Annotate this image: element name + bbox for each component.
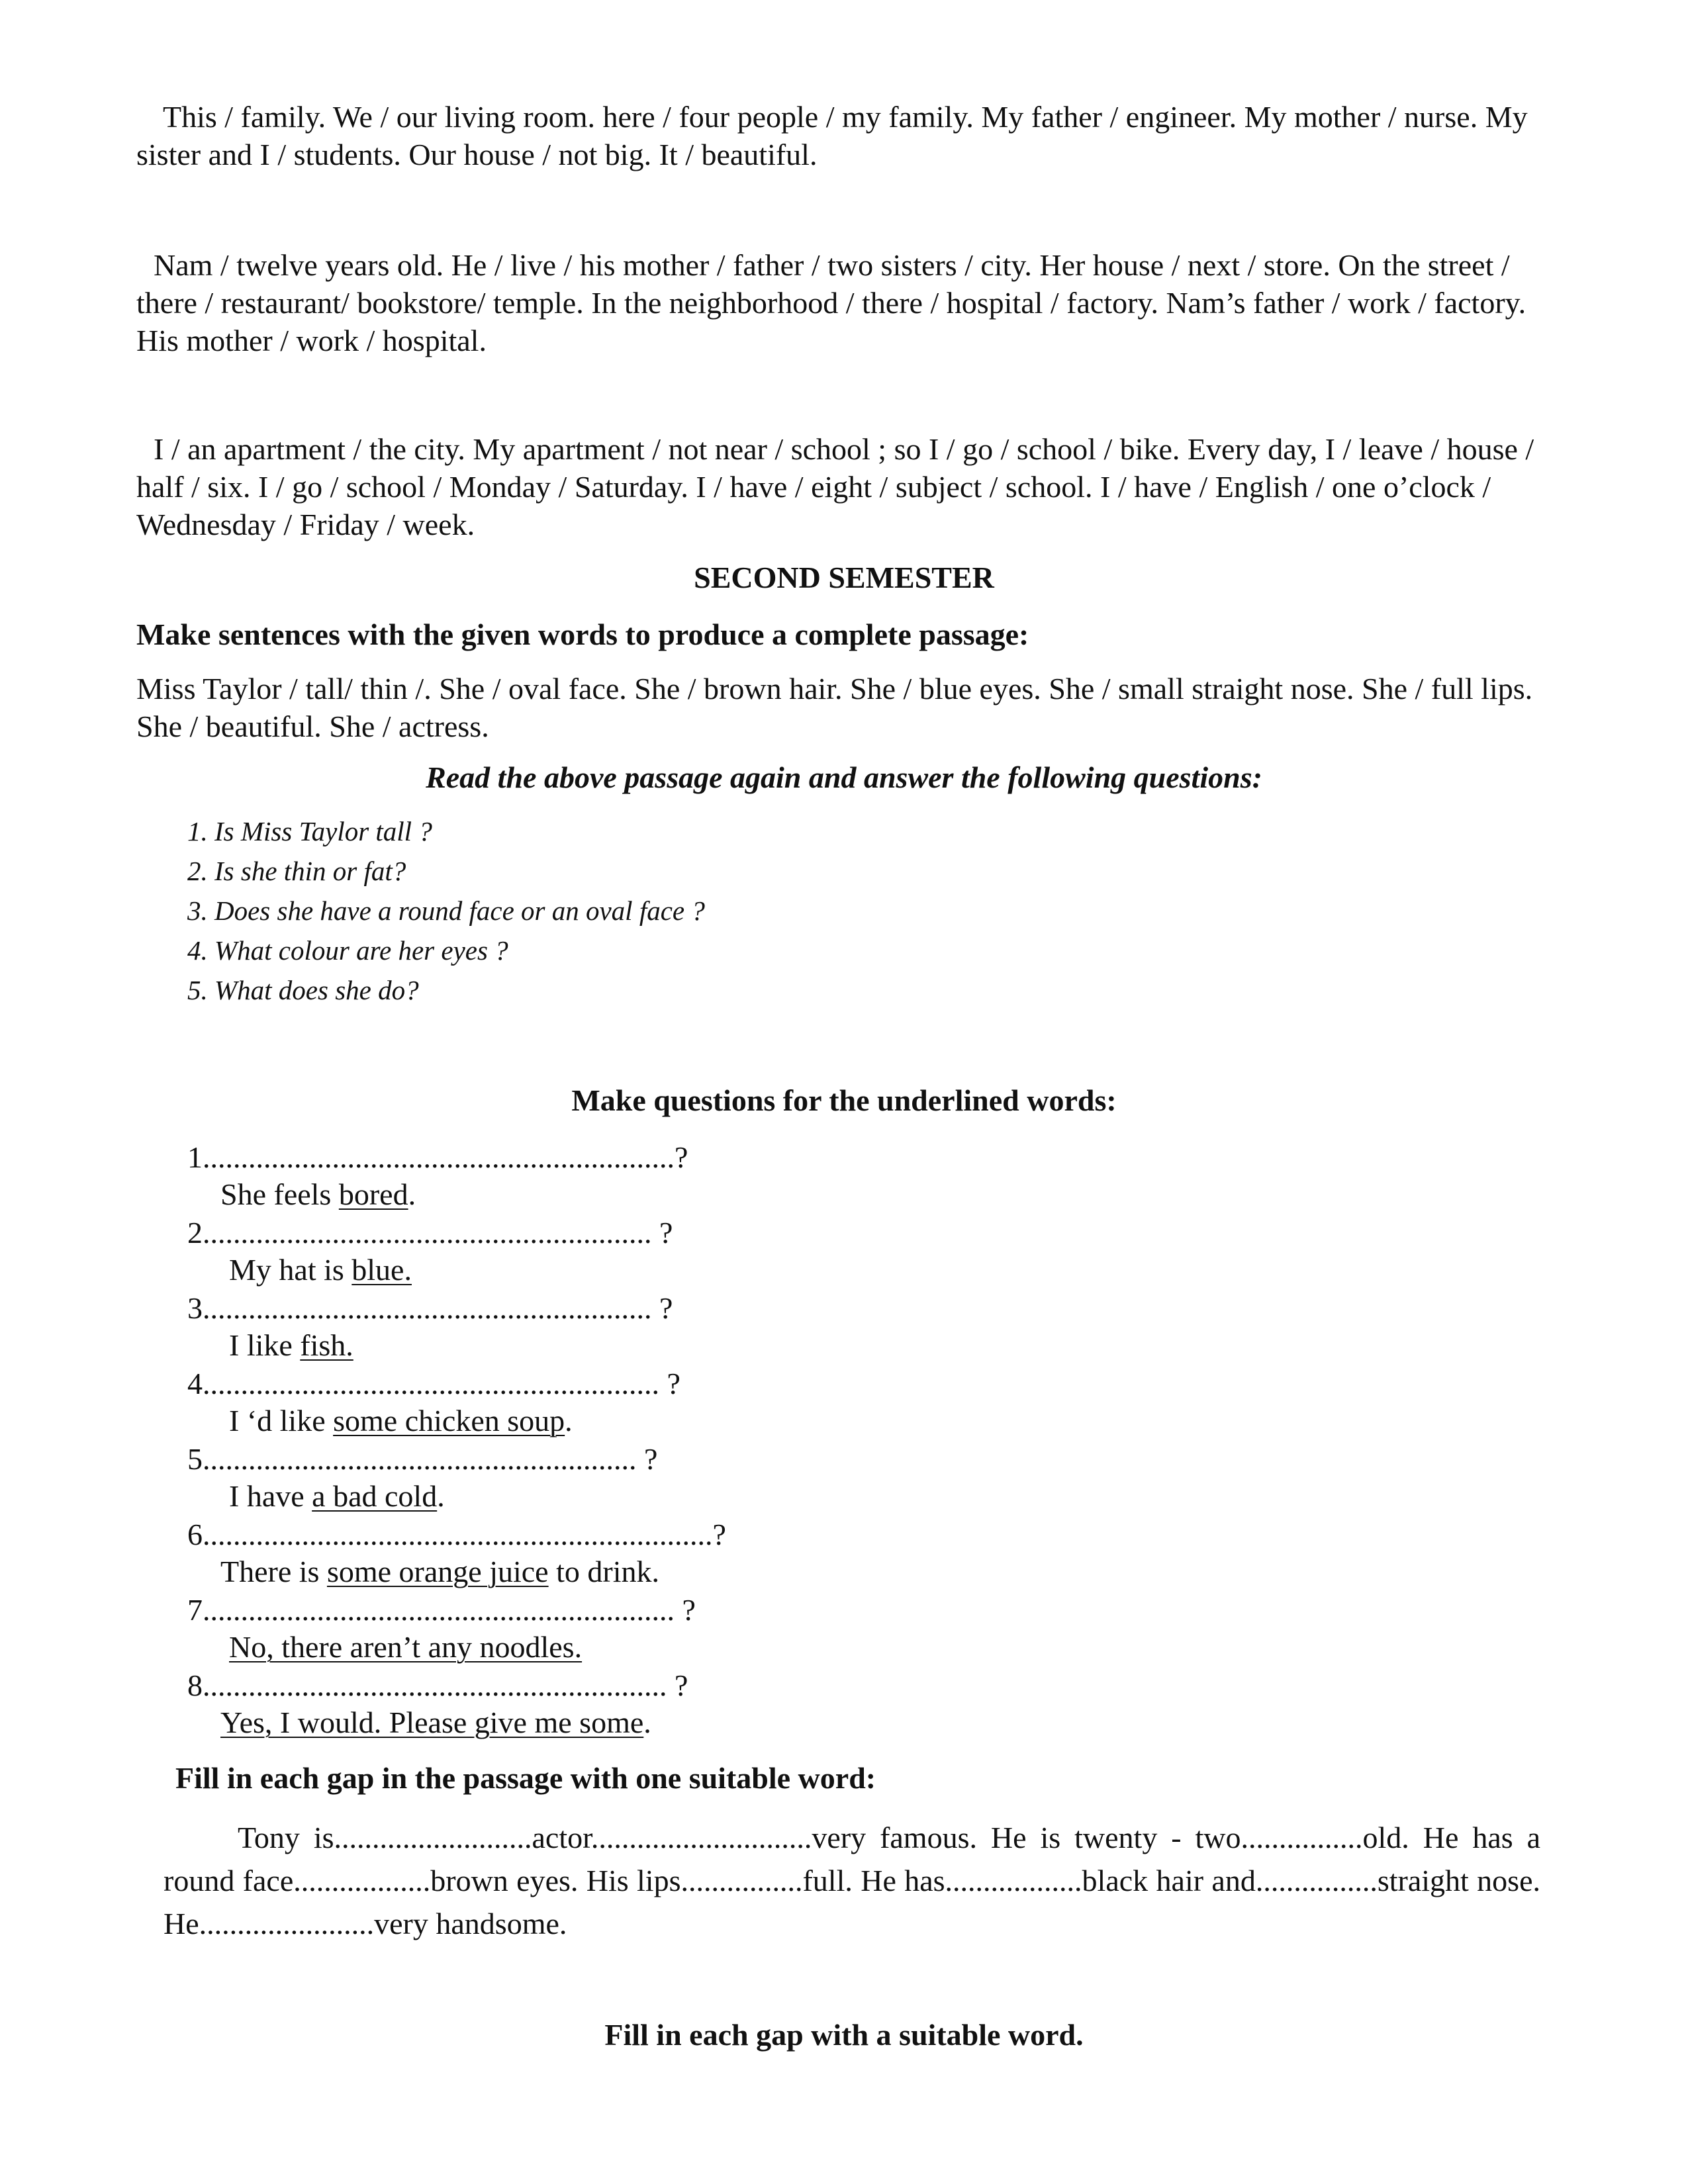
mq-answer-3: I like fish. xyxy=(229,1328,353,1362)
mq-prompt-5: 5......................................................... ? xyxy=(187,1442,658,1476)
underlined-word: blue. xyxy=(352,1253,412,1287)
underlined-word: bored xyxy=(338,1177,408,1211)
make-sentences-heading: Make sentences with the given words to produce a complete passage: xyxy=(136,617,1029,651)
mq-answer-6: There is some orange juice to drink. xyxy=(220,1555,659,1588)
underlined-word: fish. xyxy=(300,1328,353,1362)
question-1: 1. Is Miss Taylor tall ? xyxy=(187,816,432,846)
underlined-word: a bad cold xyxy=(312,1479,438,1513)
make-questions-heading: Make questions for the underlined words: xyxy=(571,1083,1117,1117)
mq-prompt-7: 7.............................................................. ? xyxy=(187,1593,696,1627)
fill-gap-passage: Tony is..........................actor.............................very famous. He is twenty - two................old. He has a round face..................brown eyes. His lips................full. He has..................black hair and................straight nose. He.......................very handsome. xyxy=(164,1821,1540,1940)
miss-taylor-passage: Miss Taylor / tall/ thin /. She / oval face. She / brown hair. She / blue eyes. She / small straight nose. She / full lips. She / beautiful. She / actress. xyxy=(136,672,1533,743)
passage-apartment: I / an apartment / the city. My apartment / not near / school ; so I / go / school / bike. Every day, I / leave / house / half / six. I / go / school / Monday / Saturday. I / have / eight / subject / school. I / have / English / one o’clock / Wednesday / Friday / week. xyxy=(136,432,1534,541)
final-heading: Fill in each gap with a suitable word. xyxy=(604,2018,1084,2052)
mq-answer-5: I have a bad cold. xyxy=(229,1479,445,1513)
mq-answer-8: Yes, I would. Please give me some. xyxy=(220,1706,651,1739)
mq-prompt-2: 2........................................................... ? xyxy=(187,1216,673,1250)
mq-prompt-1: 1..............................................................? xyxy=(187,1140,688,1174)
underlined-word: No, there aren’t any noodles. xyxy=(229,1630,583,1664)
mq-answer-2: My hat is blue. xyxy=(229,1253,412,1287)
mq-prompt-6: 6...................................................................? xyxy=(187,1518,726,1551)
mq-answer-4: I ‘d like some chicken soup. xyxy=(229,1404,573,1437)
fill-gap-heading: Fill in each gap in the passage with one suitable word: xyxy=(175,1761,876,1795)
question-4: 4. What colour are her eyes ? xyxy=(187,935,508,966)
question-3: 3. Does she have a round face or an oval face ? xyxy=(187,895,705,926)
passage-nam: Nam / twelve years old. He / live / his mother / father / two sisters / city. Her house / next / store. On the street / there / restaurant/ bookstore/ temple. In the neighborhood / there / hospital / factory. Nam’s father / work / factory. His mother / work / hospital. xyxy=(136,248,1526,357)
underlined-word: some orange juice xyxy=(326,1555,549,1588)
mq-prompt-8: 8............................................................. ? xyxy=(187,1668,688,1702)
passage-family: This / family. We / our living room. here / four people / my family. My father / engineer. My mother / nurse. My sister and I / students. Our house / not big. It / beautiful. xyxy=(136,100,1528,171)
mq-prompt-4: 4............................................................ ? xyxy=(187,1367,680,1400)
question-5: 5. What does she do? xyxy=(187,975,419,1005)
underlined-word: some chicken soup xyxy=(333,1404,565,1437)
underlined-word: Yes, I would. Please give me some xyxy=(220,1706,644,1739)
mq-answer-1: She feels bored. xyxy=(220,1177,416,1211)
mq-answer-7 xyxy=(229,1629,582,1664)
mq-prompt-3: 3........................................................... ? xyxy=(187,1291,673,1325)
question-2: 2. Is she thin or fat? xyxy=(187,856,406,886)
read-heading: Read the above passage again and answer the following questions: xyxy=(426,760,1262,794)
section-title: SECOND SEMESTER xyxy=(694,561,994,594)
